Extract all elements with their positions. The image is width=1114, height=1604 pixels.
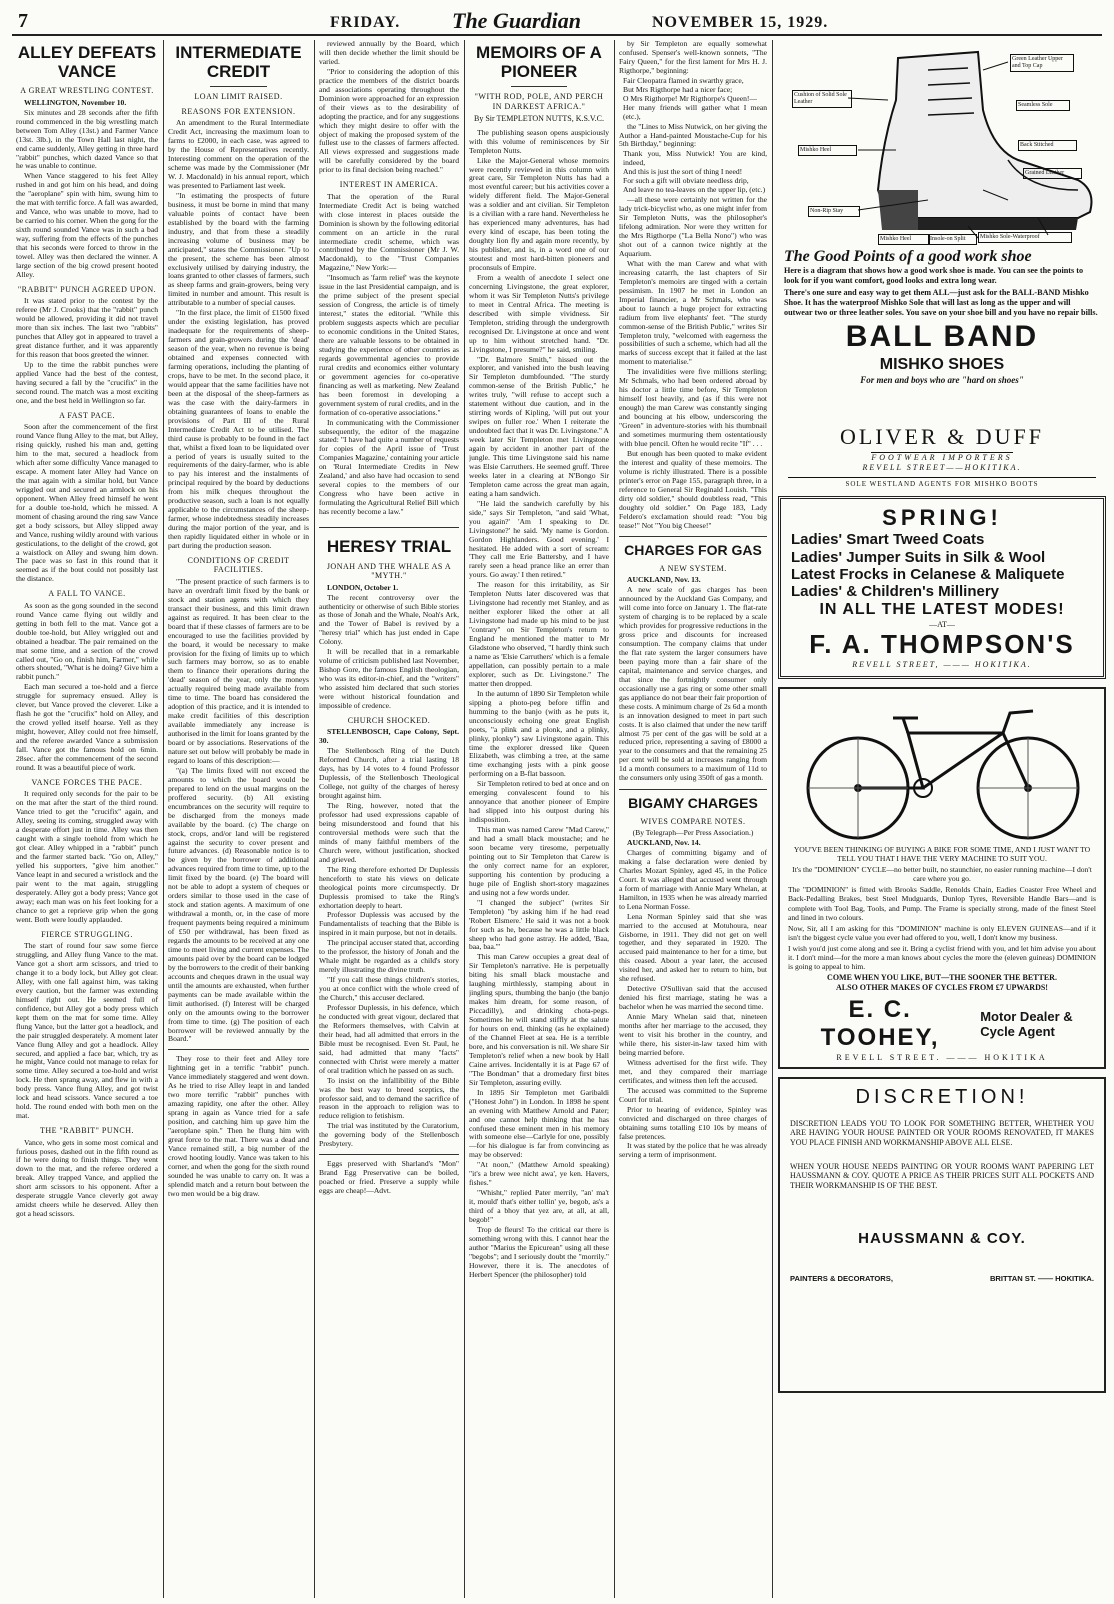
paragraph: Trop de fleurs! To the critical ear there is something wrong with this. I cannot hear the author "Marius the Epicurean" using all these "begobs"; and I seriously doubt the "morrily." However, there it is. The anecdotes of Herbert Spencer (the philosopher) told <box>469 1225 609 1279</box>
paragraph: The recent controversy over the authenticity or otherwise of such Bible stories as those of Jonah and the Whale, Noah's Ark, and the Tower of Babel is revived by a "heresy trial" which has just ended in Cape Colony. <box>319 592 459 647</box>
paragraph: The accused was committed to the Supreme Court for trial. <box>619 1085 767 1104</box>
paragraph: "He laid the sandwich carefully by his side," says Sir Templeton, "and said 'What, you again?' 'Am I speaking to Dr. Livingstone?' he said. 'My name is Gordon. Gordon Highlanders. Good evening.' I hesitated. He added with a sort of scream: 'They call me Erie Battersby, and I have rarely seen a head prance like an errer than yours. Go away.' I then retired." <box>469 498 609 580</box>
paragraph: To insist on the infallibility of the Bible was the best way to breed sceptics, the professor said, and to demand the sacrifice of reason in the approach to religion was to reduce religion to fetishism. <box>319 1075 459 1121</box>
haussmann-address: BRITTAN ST. —— HOKITIKA. <box>989 1274 1094 1284</box>
column-credit <box>168 40 309 1600</box>
paragraph: The start of round four saw some fierce struggling, and Alley flung Vance to the mat. Vance got a short arm scissors, and tried to change it to a body lock, but Alley got clear. Alley, with one fall against him, was taking every caution, but the farmer was extending himself right out. He seemed full of confidence, but Alley got a body press which kept them on the mat for some time. Alley flung Vance, but the latter got a headlock, and the pair struggled desperately. A moment later Vance flung Alley and got a headlock. Alley secured, and applied a face bar, which, try as he might, Vance could not manage to relax for some time. Alley secured a toe-hold and wrist lock. He then sprang away, and flew in with a body press. Vance flung Alley, and got twist lock and head scissors. Vance secured a toe hold. The round ended with both men on the mat. <box>16 941 158 1121</box>
section-heading: FIERCE STRUGGLING. <box>41 929 133 939</box>
bicycle-illustration <box>788 693 1098 843</box>
article-headline: INTERMEDIATE CREDIT <box>175 43 302 81</box>
paragraph: In communicating with the Commissioner subsequently, the editor of the magazine stated: "I have had quite a number of requests for copies of the April issue of 'Trust Companies Magazine,' containing your article on 'Rural Intermediate Credits in New Zealand,' and also have had occasion to send several copies to the members of our Congress who have been active in formulating the Agricultural Relief Bill which has recently become a law." <box>319 417 459 517</box>
paragraph: Vance, who gets in some most comical and furious poses, dashed out in the fifth round as if he were doing to finish things. They went down to the mat, and the referee ordered a break. Alley trapped Vance, and applied the short arm scissors to his opponent. After a desperate struggle Vance cleverly got away amidst cheers while he deserved. Alley then got a head scissors. <box>16 1137 158 1219</box>
paragraph: From a wealth of anecdote I select one concerning Livingstone, the great explorer, whom it was Sir Templeton Nutts's privilege to meet in Central Africa. The meeting is described with simple vividness. Sir Templeton, striding through the undergrowth recognised Dr. Livingstone at once and went up to him without stretched hand. "Dr. Livingstone, I presume?" he said, smiling. <box>469 272 609 354</box>
article-headline: MEMOIRS OF A PIONEER <box>476 43 602 81</box>
shoe-ad-headline: The Good Points of a good work shoe <box>784 248 1032 265</box>
paragraph: In the autumn of 1890 Sir Templeton while sipping a photo-peg before tiffin and humming to the banjo (with as he puts it, unconsciously echoing one great English poets, "a plink and a plonk, and a plinky, plinky, plonky") saw Livingstone again. This time the explorer dressed like Queen Elizabeth, was climbing a tree, at the same time exchanging jests with a pink goose performing on a B-flat bassoon. <box>469 688 609 779</box>
shoe-label: Cushion of Solid Sole Leather <box>792 90 852 108</box>
oliver-duff-subtitle: FOOTWEAR IMPORTERS <box>871 453 1013 463</box>
paragraph: "The present practice of such farmers is to have an overdraft limit fixed by the bank or stock and station agents with which they transact their business, and this limit drawn against as required. It has been clear to the board that if these classes of farmers are to be encouraged to use the facilities provided by the board, it would be necessary to make provision for the fixing of limits up to which such farmers may borrow, so as to enable them to finance their operations during the 'dead' season of the year, only the moneys actually required being made available from time to time. The board has considered the adoption of this practice, and it is intended to make credit facilities of this description available immediately any increase is authorised in the limit for loans granted by the board or by associations. Reservations of the nature set out below will probably be made in regard to loans of this description:— <box>168 576 309 765</box>
dateline: WELLINGTON, November 10. <box>24 97 127 107</box>
paragraph: The Ring therefore exhorted Dr Duplessis henceforth to state his views on delicate theological points more circumspectly. Dr Duplessis promised to take the Ring's exhortation deeply to heart. <box>319 864 459 910</box>
paragraph: Like the Major-General whose memoirs were recently reviewed in this column with great care, Sir Templeton Nutts has had a most eventful career; but his activities cover a widely different field. The Major-General was a soldier and ant civilian. Sir Templeton is a civilian with a rare hand. Nevertheless he has experienced many adventures, has had every kind of escape, has been toting the doughty lion fly and again more recently, by his publisher, and is, in a word one of our stoutest and most hard-bitten pioneers and proconsuls of Empire. <box>469 155 609 272</box>
discretion-title: DISCRETION! <box>855 1085 1029 1108</box>
paragraph: The trial was instituted by the Curatorium, the governing body of the Stellenbosch Presbytery. <box>319 1121 459 1149</box>
oliver-duff-name: OLIVER & DUFF <box>839 424 1044 449</box>
paragraph: But enough has been quoted to make evident the interest and quality of these memoirs. The volume is richly illustrated. There is a possible printer's error on Page 155, paragraph three, in a reference to General Sir Reginald Louish. "This dirty old soldier," should doubtless read, "This doughty old soldier." On Page 183, Lady Feldero's exclamation should read: "You big tease!" Not "You big Cheese!" <box>619 448 767 530</box>
divider <box>319 1154 459 1155</box>
paragraph: —all these were certainly not written for the lady trick-bicyclist who, as one might infer from Sir Templeton Nutts, was the philosopher's lifelong admiration. Nor were they written for the Mrs Rigthorpe ("La Bella Nono") who was shot out of a cannon twice nightly at the Aquarium. <box>619 195 767 258</box>
masthead <box>12 8 1102 36</box>
paragraph: The Ring, however, noted that the professor had used expressions capable of being misunderstood and found that his controversial methods were such that the minds of many faithful members of the Church were, without justification, shocked and grieved. <box>319 801 459 864</box>
article-subheading: JONAH AND THE WHALE AS A "MYTH." <box>326 561 452 581</box>
shoe-label: Back Stitched <box>1018 140 1077 151</box>
paragraph: It will be recalled that in a remarkable volume of criticism published last November, Bishop Gore, the famous English theologian, who was its editor-in-chief, and the "writers" who assisted him declared that such stories were without historical foundation and impossible of credence. <box>319 647 459 710</box>
paragraph: As soon as the gong sounded in the second round Vance came flying out wildly and getting in both fell to the mat. Vance got a double toe-hold, but Alley wriggled out and obtained a headbar. The pair remained on the mat some time, and a section of the crowd called out, "Go on, finish him, Farmer," while others shouted, "What is he doing? Give him a rabbit punch." <box>16 600 158 682</box>
dateline: STELLENBOSCH, Cape Colony, Sept. 30. <box>319 727 459 746</box>
spring-modes-line: IN ALL THE LATEST MODES! <box>819 601 1065 619</box>
toohey-address: REVELL STREET. ——— HOKITIKA <box>836 1053 1048 1063</box>
telegraph-credit: (By Telegraph—Per Press Association.) <box>632 828 754 838</box>
spring-title: SPRING! <box>882 504 1002 530</box>
section-heading: CONDITIONS OF CREDIT FACILITIES. <box>187 556 290 575</box>
discretion-advertisement <box>778 1077 1106 1393</box>
article-subheading: REASONS FOR EXTENSION. <box>181 106 296 116</box>
spring-line: Ladies' & Children's Millinery <box>791 583 1000 601</box>
shoe-ad-text: Here is a diagram that shows how a good work shoe is made. You can see the points to look for if you want comfort, good looks and extra long wear. <box>784 266 1084 286</box>
paragraph: It required only seconds for the pair to be on the mat after the start of the third round. Vance tried to get the "crucifix" again, and Alley, seeing its coming, struggled away with a desperate effort just in time. Alley was then caught with a single toehold from which he got clear. Alley whipped in a "rabbit" punch and the farmer started back. "Go on, Alley," yelled his supporters, "give him another." Vance leapt in and secured a wristlock and the pair went to the mat again, struggling desperately. Alley got a body press; Vance got away; each man was on his feet looking for a chance to get a reprieve grip when the gong went. Both were loudly applauded. <box>16 789 158 924</box>
article-headline: ALLEY DEFEATS VANCE <box>17 43 157 81</box>
cycle-ad-text: The "DOMINION" is fitted with Brooks Saddle, Renolds Chain, Eadies Coaster Free Wheel and Back-Pedalling Brakes, best Steel Mudguards, Dunlop Tyres, Reversible Handle Bars—and is complete with Tool Bag, Tools, and Pump. The Frame is specially strong, made of the finest Steel and lined in two colours. <box>788 885 1096 922</box>
paragraph: Six minutes and 28 seconds after the fifth round commenced in the big wrestling match between Tom Alley (13st.) and Farmer Vance (13st. 3lb.), in the Town Hall last night, the end came suddenly, Alley getting in three hard "rabbit" punches, which dazed Vance so that he was unable to continue. <box>16 107 158 171</box>
paragraph: "Dr. Balmore Smith," hissed out the explorer, and vanished into the bush leaving Sir Templeton dumbfounded. "The sturdy common-sense of the British Public," he writes truly, "will refuse to accept such a statement without due caution, and in the stirring words of Kipling, 'will put out your swipes on fuller roe.' When I reiterate the undoubted fact that it was Dr. Livingstone." A week later Sir Templeton met Livingstone again by accident in another part of the jungle. This time Livingstone said his name was Elsie Carruthers. He seemed gruff. Three weeks later in a clearing at N'Bongo Sir Templeton came across the great man again, eating a ham sandwich. <box>469 354 609 498</box>
section-heading: THE "RABBIT" PUNCH. <box>39 1126 135 1136</box>
paragraph: Charges of committing bigamy and of making a false declaration were denied by Charles Mozart Spinley, aged 45, in the Police Court. It was alleged that accused went through a form of marriage with Annie Mary Whelan, at Hamilton, in 1935 when he was already married to Lena Norman Fosse. <box>619 847 767 911</box>
shoe-tagline: For men and boys who are "hard on shoes" <box>860 374 1024 385</box>
paragraph: "Whisht," replied Pater merrily, "an' ma't it, mould' that's either tollin' ye, begob, as's a third of a bhoy that yez are, at all, at all, begob!" <box>469 1188 609 1225</box>
spring-line: Ladies' Smart Tweed Coats <box>791 531 985 549</box>
paragraph: Each man secured a toe-hold and a fierce struggle for supremacy ensued. Alley is clever, but Vance proved the cleverer. Like a flash he got the "crucifix" hold on Alley, and the crowd yelled itself hoarse. Yell as they might, however, Alley could not free himself, and the referee awarded Vance a submission fall. Vance got the famous hold on 6min. 28sec. after the commencement of the second round. It was a beautiful piece of work. <box>16 682 158 772</box>
cycle-ad-text: Now, Sir, all I am asking for this "DOMINION" machine is only ELEVEN GUINEAS—and if it isn't the biggest cycle value you ever had offered to you, well, I don't know my business. <box>788 923 1096 942</box>
haussmann-trade: PAINTERS & DECORATORS, <box>790 1274 893 1284</box>
thompsons-address: REVELL STREET, ——— HOKITIKA. <box>852 660 1032 670</box>
paragraph: This man Carew occupies a great deal of Sir Templeton's narrative. He is perpetually biting his small black moustache and laughing mirthlessly, stamping about in jingling spurs, thumbing the banjo (the banjo makes him dream, for some reason, of Piccadilly), and drinking chota-pegs. Sometimes he will stand stiffly at the salute for hours on end, thinking (as he explained) of the Channel Fleet at sea. He is a terrible bore, and his conversation is nil. We share Sir Templeton's relief when a new book by Hall Caine arrives. Incidentally it is at Page 67 of "The Bondman" that a dromedary first bites Sir Templeton, assuring evilly. <box>469 952 609 1087</box>
paragraph: The invalidities were five millions sterling; Mr Schmals, who had been ordered abroad by his doctor a little time before, Sir Templeton himself lost heavily, and (as if this were not enough) the man Carew was constantly singing and bouncing at his elbow, underscoring the "Green" in adventure-stories with his thumbnail and sometimes murmuring them ostentatiously with blue pencil. Often he would recite "If" . . . <box>619 367 767 448</box>
paragraph: It was stated prior to the contest by the referee (Mr J. Crooks) that the "rabbit" punch would be allowed, providing it did not travel more than six inches. The last two "rabbits" punches that Alley got in appeared to travel a great distance further, and it was apparently for this reason that boos greeted the winner. <box>16 296 158 360</box>
toohey-subtitle: Motor Dealer & Cycle Agent <box>980 1008 1073 1040</box>
shoe-label: Mishko Sole-Waterproof <box>978 232 1072 243</box>
article-headline: CHARGES FOR GAS <box>624 542 762 559</box>
column-memoirs <box>469 40 609 1600</box>
paragraph: "In estimating the prospects of future business, it must be borne in mind that many valuable points of contact have been established by the board with the farming industry, and that from these a steadily increasing volume of business may be anticipated," states the Commissioner. "Up to the present, the scheme has been almost exclusively utilised by dairying industry, the loans granted to other classes of farmers, such as sheep farms and grain-growers, being very limited in number and amount. This result is attributable to a number of special causes. <box>168 190 309 308</box>
paragraph: That the operation of the Rural Intermediate Credit Act is being watched with close interest in places outside the Dominion is shown by the following editorial comment on an article in the rural intermediate credit scheme, which was contributed by the Commissioner (Mr J. W. Macdonald), to the "Trust Companies Magazine," New York:— <box>319 191 459 273</box>
paragraph: "Prior to considering the adoption of this practice the members of the district boards and associations operating throughout the Dominion were approached for an expression of their views as to the desirability of adopting the practice, and for any suggestions which they might desire to offer with the object of making the proposed system of the fullest use to the classes of farmers affected. All views expressed and suggestions made will be carefully considered by the board prior to its final decision being reached." <box>319 66 459 175</box>
column-gas-bigamy <box>619 40 767 1600</box>
paragraph: Professor Duplessis, in his defence, which he conducted with great vigour, declared that the Reformers themselves, with Calvin at their head, had all admitted that errors in the Bible must be recognised. Even St. Paul, he said, had admitted that many "facts" connected with Christ were merely a matter of oral tradition which he passed on as such. <box>319 1002 459 1075</box>
spring-advertisement <box>778 496 1106 679</box>
paragraph: Soon after the commencement of the first round Vance flung Alley to the mat, but Alley, rising quickly, rushed his man and, getting him to the mat, secured a headlock from which after some difficulty Vance managed to escape. A moment later Alley had Vance on the mat again with a similar hold, but Vance wriggled out and secured an armlock on his opponent. When Alley freed himself he went for a double toe-hold, which he missed. A moment of chasing around the ring saw Vance get a body scissors, but Alley slipped away and Vance, rushing wildly around with various gesticulations, to the delight of the crowd, got a waistlock on Alley and swung him down. The pace was so fast in this round that it seemed as if the bout could not possibly last the distance. <box>16 422 158 584</box>
byline: By Sir TEMPLETON NUTTS, K.S.V.C. <box>473 114 605 124</box>
paragraph: A new scale of gas charges has been announced by the Auckland Gas Company, and will come into force on January 1. The flat-rate system of charging is to be replaced by a scale which provides for progressive reductions in the gross price and discounts for increased consumption. The company claims that under the flat rate system the larger consumers have been paying more than a fair share of the capital, maintenance and service charges, and that since the fortnightly consumer only occasionally use a gas ring or some other small gas appliance do not bear their fair proportion of these costs. A minimum charge of 2s 6d a month is an innovation designed to meet in part such costs. It is also claimed that under the new tariff almost 75 per cent of the gas will be sold at a reduced price, representing a saving of £8000 a year to the consumers and that the remaining 25 per cent will be sold at increases ranging from 1d a month consumers to a maximum of 11d to the consumers only using 350ft of gas a month. <box>619 585 767 783</box>
cycle-ad-text: YOU'VE BEEN THINKING OF BUYING A BIKE FOR SOME TIME, AND I JUST WANT TO TELL YOU THAT I HAVE THE VERY MACHINE TO SUIT YOU. <box>793 844 1091 864</box>
article-subheading: WIVES COMPARE NOTES. <box>640 816 746 826</box>
agents-line: SOLE WESTLAND AGENTS FOR MISHKO BOOTS <box>788 477 1096 488</box>
paragraph: "(a) The limits fixed will not exceed the amounts to which the board would be prepared to lend on the usual margins on the proffered security. (b) All existing encumbrances on the security will require to be discharged from the moneys made available by the board. (c) The charge on stock, crops, and/or land will be registered against the security to cover present and future advances. (d) Reasonable notice is to be given by the borrower of additional advances required from time to time, up to the limit fixed by the board. (e) The board will not be able to adopt a system of cheques or orders similar to those used in the case of stock and station agents. A maximum of one withdrawal a month, or, in the case of more frequent payments being required a minimum of £50 per withdrawal, has been fixed as regards the amounts to be received at any one time to meet living and current expenses. The amounts paid over by the board can be lodged by the borrowers to the credit of their banking accounts and cheques drawn in the usual way until the amounts are exhausted, when further payments can be made available within the limit authorised. (f) Interest will be charged only on the amounts owing to the borrower from time to time. (g) The position of each borrower will be reviewed annually by the Board." <box>168 765 309 1044</box>
paragraph: reviewed annually by the Board, which will then decide whether the limit should be varied. <box>319 40 459 66</box>
ball-band-logo: BALL BAND <box>845 320 1039 354</box>
paragraph: the "Lines to Miss Nutwick, on her giving the Author a Hand-painted Moustache-Cup for his 5th Birthday," beginning: <box>619 121 767 149</box>
paragraph: The reason for this irritability, as Sir Templeton Nutts later discovered was that Livingstone had recently met Stanley, and as neither explorer liked the other at all Livingstone had made up his mind to be just "contrary" on Sir Templeton's return to England he mentioned the matter to Mr Gladstone who observed, "I hardly think such a name as 'Elsie Carruthers' which is a female appellation, can possibly pertain to a male explorer, such as Dr. Livingstone." The matter then dropped. <box>469 580 609 688</box>
section-heading: CHURCH SHOCKED. <box>347 715 431 725</box>
paragraph: The Stellenbosch Ring of the Dutch Reformed Church, after a trial lasting 18 days, has by 14 votes to 4 found Professor Duplessis, of the Stellenbosch Theological College, not guilty of the charges of heresy brought against him. <box>319 746 459 801</box>
section-heading: "RABBIT" PUNCH AGREED UPON. <box>17 284 157 294</box>
shoe-label: Insole-on Split <box>928 234 977 245</box>
paragraph: In 1895 Sir Templeton met Garibaldi ("Honest John") in London. In 1898 he spent an evening with Matthew Arnold and Pater; and one cannot help thinking that he has confused these eminent men in his memory with someone else—Carlyle for one, possibly—for his dialogue is far from convincing as may be observed: <box>469 1087 609 1160</box>
column-rule <box>464 40 465 1598</box>
article-subheading: A GREAT WRESTLING CONTEST. <box>20 86 154 96</box>
shoe-label: Mishko Heel <box>798 145 857 156</box>
paragraph: Sir Templeton retired to bed at once and on emerging convalescent found to his annoyance that another pioneer of Empire had slipped into his outpost during his indisposition. <box>469 779 609 825</box>
spring-line: Ladies' Jumper Suits in Silk & Wool <box>791 548 1046 566</box>
divider <box>168 1049 309 1050</box>
shoe-label: Grained Leather <box>1023 168 1082 179</box>
advertisement-column <box>778 40 1106 1598</box>
column-rule <box>314 40 315 1598</box>
paragraph: "In the first place, the limit of £1500 fixed under the existing legislation, has proved inadequate for the requirements of sheep-farmers and grain-growers during the 'dead' season of the year, when no revenue is being obtained and expenses connected with farming operations, including the planting of crops, have to be met. In the second place, it would appear that the same facilities have not been at the disposal of the sheep-farmers as was the case with the dairy-farmers in obtaining guarantees of loans to enable the provisions of Part III of the Rural Intermediate Credit Act to be utilised. The third cause is probably to be found in the fact that, whilst a fixed loan to be liquidated over a period of years is usually suited to the requirements of the dairy-farmer, who is able to pay his interest and the instalments of principal required by the board by deductions from his milk cheques throughout the productive season, such a loan is not equally applicable to the circumstances of the sheep-farmer, whose indebtedness steadily increases during the major portion of the year, and is then rapidly liquidated either in whole or in part during the production season. <box>168 308 309 551</box>
shoe-label: Seamless Sole <box>1016 100 1070 111</box>
paragraph: What with the man Carew and what with increasing catarrh, the last chapters of Sir Templeton's memoirs are tinged with a certain pessimism. In 1907 he met in London an Imperial financier, a Mr Schmals, who was about to launch a huge project for extracting radium from live elephants' feet. "The sturdy common-sense of the British Public," writes Sir Templeton truly, "welcomed with eagerness the possibilities of such a scheme, which had all the marks of success except that it failed at the last moment to materialise." <box>619 258 767 367</box>
paragraph: The principal accuser stated that, according to the professor, the history of Jonah and the Whale might be regarded as a child's story merely illustrating the divine truth. <box>319 938 459 975</box>
toohey-name: E. C. TOOHEY, <box>820 995 940 1052</box>
shoe-label: Mishko Heel <box>878 234 930 245</box>
shoe-label: Green Leather Upper and Top Cap <box>1010 54 1074 72</box>
cycle-ad-text: I wish you'd just come along and see it. Bring a cyclist friend with you, and let him advise you about it. I don't mind—for the more a man knows about cycles the more the (eleven guineas) DOMINION is going to appeal to him. <box>788 944 1096 972</box>
page-number: 7 <box>18 10 28 32</box>
article-headline: HERESY TRIAL <box>326 537 452 557</box>
section-heading: INTEREST IN AMERICA. <box>339 180 439 190</box>
paragraph: "I changed the subject" (writes Sir Templeton) "by asking him if he had read 'Robert Elsmere.' He said it was not a book for such as he, because he was a little black sheep who had gone astray. He added, 'Baa, baa, baa.'" <box>469 897 609 952</box>
paragraph: Witness advertised for the first wife. They met, and they compared their marriage certificates, and witness then left the accused. <box>619 1057 767 1085</box>
paragraph: This man was named Carew "Mad Carew," and had a small black moustache; and he soon became very tiresome, perpetually pointing out to Sir Templeton that Carew is the only correct name for an explorer, supporting his contention by producing a huge pile of English short-story magazines and using not a few words under. <box>469 825 609 897</box>
column-wrestling <box>16 40 158 1600</box>
newspaper-title: The Guardian <box>452 8 581 33</box>
column-rule <box>614 40 615 1598</box>
paragraph: Prior to hearing of evidence, Spinley was convicted and discharged on three charges of obtaining sums totalling £10 10s by means of false pretences. <box>619 1104 767 1141</box>
discretion-text: WHEN YOUR HOUSE NEEDS PAINTING OR YOUR ROOMS WANT PAPERING LET HAUSSMANN & COY. QUOTE A PRICE AS THEIR PRICES SUIT ALL POCKETS AND THEIR WORKMANSHIP IS OF THE BEST. <box>790 1161 1094 1190</box>
discretion-text: DISCRETION LEADS YOU TO LOOK FOR SOMETHING BETTER, WHETHER YOU ARE HAVING YOUR HOUSE PAINTED OR YOUR ROOMS RENOVATED, IT MAKES YOU PLACE FINISH AND WORKMANSHIP ABOVE ALL ELSE. <box>790 1118 1094 1147</box>
masthead-date: NOVEMBER 15, 1929. <box>652 14 829 31</box>
paragraph: When Vance staggered to his feet Alley rushed in and got him on his head, and doing the "aeroplane" spin with him, swung him to the mat with terrific force. A fall was awarded, and Vance, who was unable to move, had to be carried to his corner. When the gong for the sixth round sounded Vance was in such a bad way, suffering from the effects of the punches that his seconds were forced to throw in the towel. Alley was then declared the winner. A large section of the big crowd present hooted Alley. <box>16 171 158 279</box>
spring-line: Latest Frocks in Celanese & Maliquete <box>791 565 1065 583</box>
thompsons-name: F. A. THOMPSON'S <box>809 629 1075 660</box>
column-rule <box>772 40 773 1598</box>
divider <box>210 86 266 87</box>
article-subheading: "WITH ROD, POLE, AND PERCH IN DARKEST AFRICA." <box>474 92 604 111</box>
article-headline: BIGAMY CHARGES <box>628 795 758 812</box>
cycle-ad-text: It's the "DOMINION" CYCLE—no better built, no staunchier, no easier running machine—I don't care where you go. <box>792 865 1092 884</box>
paragraph: An amendment to the Rural Intermediate Credit Act, increasing the maximum loan to farms to £2000, in each case, was agreed to by the House of Representatives recently. Interesting comment on the operation of the scheme was made by the Commissioner (Mr W. J. Macdonald) in his annual report, which was presented to Parliament last week. <box>168 118 309 190</box>
shoe-ad-text: There's one sure and easy way to get them ALL—just ask for the BALL-BAND Mishko Shoe. It has the waterproof Mishko Sole that will last as long as the upper and will outwear two or three leather soles. You save on your shoe bill and you have no repair bills. <box>784 287 1098 317</box>
section-heading: A FALL TO VANCE. <box>48 589 126 599</box>
article-subheading: LOAN LIMIT RAISED. <box>194 92 283 102</box>
paragraph: "If you call these things children's stories, you at once conflict with the whole creed of the Church," this accuser declared. <box>319 975 459 1003</box>
paragraph: It was stated by the police that he was already serving a term of imprisonment. <box>619 1141 767 1160</box>
dateline: AUCKLAND, Nov. 13. <box>627 575 701 585</box>
cycle-advertisement <box>778 687 1106 1069</box>
paragraph: Professor Duplessis was accused by the Fundamentalists of teaching that the Bible is inspired in it main purpose, but not in details. <box>319 910 459 938</box>
divider <box>619 789 767 790</box>
haussmann-name: HAUSSMANN & COY. <box>858 1230 1026 1248</box>
dateline: LONDON, October 1. <box>327 582 399 592</box>
verse: Fair Cleopatra flamed in swarthy grace, But Mrs Rigthorpe had a nicer face; O Mrs Rigthorpe! Mr Rigthorpe's Queen!— Her many friends will gather what I mean (etc.), <box>623 75 767 121</box>
paragraph: Lena Norman Spinley said that she was married to the accused at Motuhoura, near Gisborne, in 1911. They did not get on well together, and they separated in 1920. The accused paid maintenance to her for a time, but this ceased. About a year later, the accused visited her, and asked her to return to him, but she refused. <box>619 911 767 984</box>
section-heading: A FAST PACE. <box>59 410 115 420</box>
verse: Thank you, Miss Nutwick! You are kind, indeed, And this is just the sort of thing I need! For such a gift will obviate needless drip, And leave no tea-leaves on the upper lip, (etc.) <box>623 149 767 195</box>
shoe-label: Non-Rip Stay <box>808 206 860 217</box>
paragraph: Annie Mary Whelan said that, nineteen months after her marriage to the accused, they went to visit his brother in the country, and while there, his sister-in-law taxed him with being married before. <box>619 1012 767 1057</box>
oliver-duff-block <box>778 424 1106 488</box>
paragraph: "At noon," (Matthew Arnold speaking) "it's a brew wee nicht awa', ye ken. Havers, fishes." <box>469 1160 609 1188</box>
divider <box>511 86 567 87</box>
advertisement-notice: Eggs preserved with Sharland's "Mon" Brand Egg Preservative can be boiled, poached or fried. Preserve a supply while eggs are cheap!—Advt. <box>319 1159 459 1196</box>
paragraph: by Sir Templeton are equally somewhat confused. Spenser's well-known sonnets, "The Fairy Queen," for the first lament for Mrs H. J. Rigthorpe," beginning: <box>619 40 767 75</box>
paragraph: Up to the time the rabbit punches were applied Vance had the best of the contest, having secured a fall by the "crucifix" in the second round. The match was a most exciting one, and the best held in Wellington so far. <box>16 359 158 405</box>
article-subheading: A NEW SYSTEM. <box>659 563 727 573</box>
column-rule <box>163 40 164 1598</box>
divider <box>319 527 459 528</box>
section-heading: VANCE FORCES THE PACE. <box>31 777 143 787</box>
paragraph: The publishing season opens auspiciously with this volume of reminiscences by Sir Templeton Nutts. <box>469 127 609 155</box>
dateline: AUCKLAND, Nov. 14. <box>627 838 701 847</box>
spring-at: —AT— <box>929 619 955 629</box>
oliver-duff-address: REVELL STREET——HOKITIKA. <box>862 462 1022 472</box>
paragraph: Detective O'Sullivan said that the accused denied his first marriage, stating he was a bachelor when he was married the second time. <box>619 984 767 1012</box>
column-credit-heresy <box>319 40 459 1600</box>
shoe-advertisement <box>778 40 1106 418</box>
mishko-shoes-brand: MISHKO SHOES <box>879 356 1005 374</box>
paragraph: "Insomuch as 'farm relief' was the keynote issue in the last Presidential campaign, and is the prime subject of the present special session of Congress, the article is of timely interest," states the editorial. "While this problem suggests aspects which are peculiar to economic conditions in the United States, there are valuable lessons to be obtained in studying the experience of other countries as regards governmental agencies to provide rural credits and economics either voluntary or government agencies for co-operative financing as well as marketing. New Zealand has been foremost in developing a government system of rural credits, and in the formation of co-operative associations." <box>319 273 459 417</box>
cycle-ad-callout: ALSO OTHER MAKES OF CYCLES FROM £7 UPWARDS! <box>836 982 1048 992</box>
masthead-day: FRIDAY. <box>330 14 401 31</box>
paragraph: They rose to their feet and Alley tore lightning get in a terrific "rabbit" punch. Vance immediately staggered and went down. As he tried to rise Alley leapt in and landed two more terrific "rabbit" punches with amazing rapidity, one after the other. Alley sprang in again as Vance tried for a safe position, and catching him up gave him the "aeroplane spin." Then he flung him with great force to the mat. There was a dead and Vance remained still, a big number of the crowd hooting loudly. Vance was taken to his corner, and when the gong for the sixth round sounded he was unable to carry on. It was a splendid match and a return bout between the two men would be a big draw. <box>168 1054 309 1198</box>
divider <box>619 536 767 537</box>
cycle-ad-callout: COME WHEN YOU LIKE, BUT—THE SOONER THE BETTER. <box>827 973 1057 983</box>
